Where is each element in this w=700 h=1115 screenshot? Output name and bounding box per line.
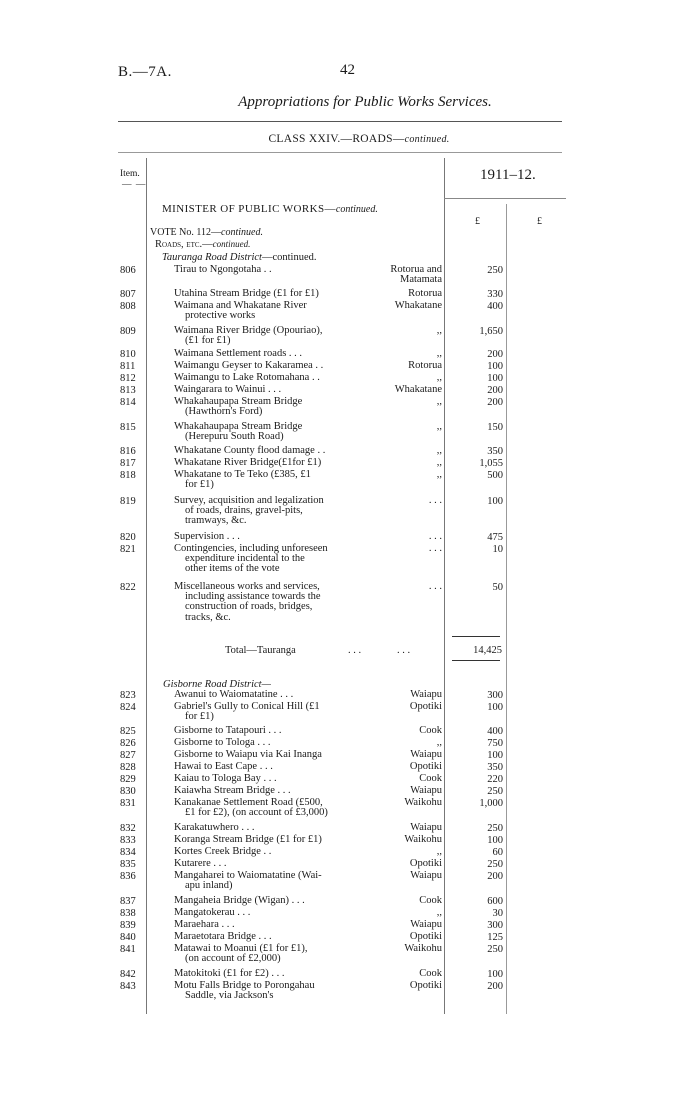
county-line: Opotiki <box>409 858 442 869</box>
item-county <box>437 422 442 432</box>
total-lower-rule <box>452 660 500 661</box>
county-line: Opotiki <box>409 980 442 991</box>
page-number: 42 <box>340 62 355 78</box>
item-number: 828 <box>120 762 136 773</box>
description-line: tracks, &c. <box>185 611 231 623</box>
description-line: Maraehara . . . <box>174 919 235 930</box>
county-line: Waikohu <box>404 834 442 845</box>
description-line: Matawai to Moanui (£1 for £1), <box>174 943 308 954</box>
county-line: Matamata <box>400 274 442 286</box>
item-description <box>174 532 364 542</box>
description-line: Gisborne to Tologa . . . <box>174 737 271 748</box>
item-amount: 250 <box>487 823 503 834</box>
description-line: (Hawthorn's Ford) <box>185 406 263 418</box>
description-line: Koranga Stream Bridge (£1 for £1) <box>174 834 322 845</box>
item-county <box>437 908 442 918</box>
item-county <box>410 932 442 942</box>
tauranga-total-leader-2: . . . <box>397 645 411 656</box>
item-county <box>437 458 442 468</box>
item-number: 829 <box>120 774 136 785</box>
item-amount: 60 <box>492 847 503 858</box>
item-number: 843 <box>120 981 136 992</box>
county-line: ,, <box>436 457 442 468</box>
vote-heading-main: VOTE No. 112— <box>150 227 222 238</box>
description-line: Survey, acquisition and legalization <box>174 495 324 506</box>
item-county <box>410 920 442 930</box>
county-line: Opotiki <box>409 701 442 712</box>
item-number: 834 <box>120 847 136 858</box>
item-description <box>174 690 364 700</box>
description-line: Kaiawha Stream Bridge . . . <box>174 785 291 796</box>
item-amount: 600 <box>487 896 503 907</box>
item-number: 835 <box>120 859 136 870</box>
item-number: 822 <box>120 582 136 593</box>
description-line: Waimana Settlement roads . . . <box>174 348 303 359</box>
item-description <box>174 373 364 383</box>
item-county <box>410 871 442 881</box>
county-line: . . . <box>428 495 442 506</box>
description-line: Kanakanae Settlement Road (£500, <box>174 797 323 808</box>
county-line: ,, <box>436 737 442 748</box>
description-line: apu inland) <box>185 880 233 892</box>
minister-heading-main: MINISTER OF PUBLIC WORKS— <box>162 203 336 215</box>
item-description <box>174 762 364 772</box>
description-line: Contingencies, including unforeseen <box>174 543 328 554</box>
roads-heading-continued: continued. <box>212 239 251 249</box>
item-county <box>437 326 442 336</box>
total-upper-rule <box>452 636 500 637</box>
description-line: Matokitoki (£1 for £2) . . . <box>174 968 285 979</box>
item-column-dash: — — <box>122 180 147 190</box>
item-county <box>395 385 442 395</box>
county-line: Cook <box>419 968 442 979</box>
tauranga-total-amount: 14,425 <box>473 645 502 656</box>
minister-heading <box>162 203 378 215</box>
item-description <box>174 774 364 784</box>
item-county <box>410 750 442 760</box>
item-county <box>410 690 442 700</box>
item-amount: 10 <box>492 544 503 555</box>
description-line: (£1 for £1) <box>185 335 231 347</box>
description-line: Karakatuwhero . . . <box>174 822 255 833</box>
item-county <box>410 762 442 772</box>
item-description <box>174 908 364 918</box>
item-amount: 300 <box>487 690 503 701</box>
item-number: 817 <box>120 458 136 469</box>
item-county <box>410 859 442 869</box>
item-county <box>437 738 442 748</box>
item-county <box>429 532 442 542</box>
item-number: 825 <box>120 726 136 737</box>
description-line: Tirau to Ngongotaha . . <box>174 264 272 275</box>
item-number: 842 <box>120 969 136 980</box>
item-county <box>404 944 442 954</box>
county-line: ,, <box>436 445 442 456</box>
description-line: expenditure incidental to the <box>185 553 305 565</box>
item-number: 826 <box>120 738 136 749</box>
item-amount: 150 <box>487 422 503 433</box>
description-line: Hawai to East Cape . . . <box>174 761 273 772</box>
item-amount: 1,055 <box>479 458 503 469</box>
item-county <box>410 981 442 991</box>
item-amount: 250 <box>487 859 503 870</box>
county-line: ,, <box>436 846 442 857</box>
item-amount: 125 <box>487 932 503 943</box>
county-line: . . . <box>428 531 442 542</box>
description-line: Miscellaneous works and services, <box>174 581 320 592</box>
item-county <box>437 397 442 407</box>
description-line: Whakatane County flood damage . . <box>174 445 326 456</box>
amount-column-rule <box>506 204 507 1014</box>
item-description <box>174 422 364 442</box>
item-amount: 200 <box>487 981 503 992</box>
description-line: (Herepuru South Road) <box>185 431 284 443</box>
description-line: Gisborne to Waiapu via Kai Inanga <box>174 749 322 760</box>
item-description <box>174 786 364 796</box>
item-amount: 100 <box>487 835 503 846</box>
description-line: Mangatokerau . . . <box>174 907 251 918</box>
item-county <box>437 373 442 383</box>
description-line: Kutarere . . . <box>174 858 227 869</box>
item-amount: 100 <box>487 969 503 980</box>
tauranga-total-label: Total—Tauranga <box>225 645 296 656</box>
county-line: Waiapu <box>410 785 442 796</box>
county-line: Rotorua <box>408 288 442 299</box>
county-line: Opotiki <box>409 931 442 942</box>
description-line: construction of roads, bridges, <box>185 601 313 613</box>
county-line: ,, <box>436 372 442 383</box>
item-county <box>410 823 442 833</box>
county-line: Waikohu <box>404 943 442 954</box>
item-number: 840 <box>120 932 136 943</box>
county-line: ,, <box>436 348 442 359</box>
item-amount: 400 <box>487 726 503 737</box>
vote-heading <box>150 227 263 238</box>
item-number: 823 <box>120 690 136 701</box>
county-line: Whakatane <box>394 384 442 395</box>
county-line: Waiapu <box>410 919 442 930</box>
description-line: other items of the vote <box>185 563 280 575</box>
description-line: Utahina Stream Bridge (£1 for £1) <box>174 288 319 299</box>
item-amount: 1,650 <box>479 326 503 337</box>
item-number: 821 <box>120 544 136 555</box>
top-rule <box>118 121 562 122</box>
item-county <box>437 349 442 359</box>
item-number: 815 <box>120 422 136 433</box>
county-line: Cook <box>419 725 442 736</box>
item-county <box>410 702 442 712</box>
item-county <box>395 301 442 311</box>
description-line: protective works <box>185 310 256 322</box>
item-amount: 200 <box>487 397 503 408</box>
item-amount: 250 <box>487 265 503 276</box>
item-amount: 330 <box>487 289 503 300</box>
item-description <box>174 896 364 906</box>
item-amount: 300 <box>487 920 503 931</box>
item-description <box>174 544 364 575</box>
item-county <box>437 847 442 857</box>
item-description <box>174 944 364 964</box>
item-description <box>174 726 364 736</box>
item-description <box>174 871 364 891</box>
class-heading-main: CLASS XXIV.—ROADS— <box>268 133 405 145</box>
item-description <box>174 446 364 456</box>
item-description <box>174 326 364 346</box>
description-line: Waimana and Whakatane River <box>174 300 307 311</box>
item-description <box>174 932 364 942</box>
item-number: 816 <box>120 446 136 457</box>
class-heading-rule <box>118 152 562 153</box>
description-line: Mangaheia Bridge (Wigan) . . . <box>174 895 305 906</box>
item-number: 830 <box>120 786 136 797</box>
county-line: ,, <box>436 469 442 480</box>
description-line: Saddle, via Jackson's <box>185 990 274 1002</box>
gisborne-district-name: Gisborne Road District— <box>163 679 271 690</box>
item-number: 839 <box>120 920 136 931</box>
description-line: Supervision . . . <box>174 531 240 542</box>
county-line: . . . <box>428 581 442 592</box>
item-description <box>174 969 364 979</box>
item-amount: 200 <box>487 385 503 396</box>
item-county <box>408 289 442 299</box>
description-line: Awanui to Waiomatatine . . . <box>174 689 294 700</box>
description-line: Waingarara to Wainui . . . <box>174 384 282 395</box>
item-amount: 100 <box>487 702 503 713</box>
county-line: ,, <box>436 907 442 918</box>
item-amount: 100 <box>487 496 503 507</box>
item-number: 833 <box>120 835 136 846</box>
description-line: Kortes Creek Bridge . . <box>174 846 272 857</box>
minister-heading-continued: continued. <box>335 204 378 215</box>
item-number: 841 <box>120 944 136 955</box>
item-county <box>437 470 442 480</box>
county-line: Cook <box>419 895 442 906</box>
item-description <box>174 397 364 417</box>
county-line: Waiapu <box>410 870 442 881</box>
vote-heading-continued: continued. <box>221 227 263 238</box>
item-county <box>429 496 442 506</box>
description-line: Whakatane River Bridge(£1for £1) <box>174 457 322 468</box>
page-title: Appropriations for Public Works Services. <box>238 94 492 110</box>
item-amount: 250 <box>487 786 503 797</box>
item-county <box>419 896 442 906</box>
item-amount: 220 <box>487 774 503 785</box>
description-line: of roads, drains, gravel-pits, <box>185 505 303 517</box>
item-number: 814 <box>120 397 136 408</box>
item-description <box>174 458 364 468</box>
description-line: for £1) <box>185 711 214 723</box>
item-county <box>408 361 442 371</box>
item-amount: 400 <box>487 301 503 312</box>
item-county <box>404 835 442 845</box>
tauranga-total-leader-1: . . . <box>348 645 362 656</box>
item-county <box>419 969 442 979</box>
item-description <box>174 823 364 833</box>
item-amount: 100 <box>487 750 503 761</box>
county-line: Waiapu <box>410 689 442 700</box>
item-description <box>174 289 364 299</box>
pound-symbol-1: £ <box>475 216 480 227</box>
county-line: Waiapu <box>410 822 442 833</box>
county-line: Waikohu <box>404 797 442 808</box>
description-line: Waimangu to Lake Rotomahana . . <box>174 372 320 383</box>
description-line: Whakahaupapa Stream Bridge <box>174 421 303 432</box>
item-number: 818 <box>120 470 136 481</box>
item-amount: 350 <box>487 762 503 773</box>
item-amount: 250 <box>487 944 503 955</box>
county-line: . . . <box>428 543 442 554</box>
description-line: for £1) <box>185 479 214 491</box>
item-description <box>174 265 364 275</box>
county-line: Cook <box>419 773 442 784</box>
tauranga-district-continued: —continued. <box>261 252 317 263</box>
item-number: 837 <box>120 896 136 907</box>
item-number: 811 <box>120 361 136 372</box>
description-line: tramways, &c. <box>185 515 247 527</box>
item-description <box>174 847 364 857</box>
county-line: Opotiki <box>409 761 442 772</box>
description-line: Whakatane to Te Teko (£385, £1 <box>174 469 311 480</box>
description-line: Gisborne to Tatapouri . . . <box>174 725 282 736</box>
item-number: 824 <box>120 702 136 713</box>
county-line: ,, <box>436 396 442 407</box>
item-amount: 100 <box>487 373 503 384</box>
item-amount: 750 <box>487 738 503 749</box>
item-amount: 200 <box>487 349 503 360</box>
description-line: Gabriel's Gully to Conical Hill (£1 <box>174 701 320 712</box>
item-column-header: Item. <box>120 169 140 179</box>
item-amount: 1,000 <box>479 798 503 809</box>
item-number: 836 <box>120 871 136 882</box>
report-reference: B.—7A. <box>118 64 172 80</box>
item-number: 810 <box>120 349 136 360</box>
description-line: Waimangu Geyser to Kakaramea . . <box>174 360 324 371</box>
item-amount: 50 <box>492 582 503 593</box>
county-line: ,, <box>436 325 442 336</box>
item-amount: 30 <box>492 908 503 919</box>
item-description <box>174 470 364 490</box>
item-description <box>174 361 364 371</box>
item-number: 820 <box>120 532 136 543</box>
item-county <box>429 544 442 554</box>
item-description <box>174 301 364 321</box>
county-line: Waiapu <box>410 749 442 760</box>
item-county <box>437 446 442 456</box>
county-line: ,, <box>436 421 442 432</box>
fiscal-year-header: 1911–12. <box>480 167 536 183</box>
class-heading <box>0 133 700 145</box>
item-amount: 500 <box>487 470 503 481</box>
item-county <box>419 726 442 736</box>
item-number: 813 <box>120 385 136 396</box>
item-number: 806 <box>120 265 136 276</box>
item-description <box>174 738 364 748</box>
item-county <box>429 582 442 592</box>
item-description <box>174 798 364 818</box>
item-county <box>410 786 442 796</box>
roads-heading <box>155 239 250 250</box>
item-description <box>174 582 364 623</box>
item-number: 819 <box>120 496 136 507</box>
item-number: 807 <box>120 289 136 300</box>
tauranga-district-name: Tauranga Road District <box>162 252 262 263</box>
item-description <box>174 835 364 845</box>
county-line: Whakatane <box>394 300 442 311</box>
item-description <box>174 920 364 930</box>
item-description <box>174 349 364 359</box>
item-county <box>419 774 442 784</box>
pound-symbol-2: £ <box>537 216 542 227</box>
description-line: £1 for £2), (on account of £3,000) <box>185 807 328 819</box>
item-description <box>174 385 364 395</box>
description-line: Whakahaupapa Stream Bridge <box>174 396 303 407</box>
item-description <box>174 702 364 722</box>
item-description <box>174 496 364 527</box>
item-column-rule <box>146 158 147 1014</box>
description-line: Maraetotara Bridge . . . <box>174 931 272 942</box>
tauranga-district-heading <box>162 252 317 263</box>
item-amount: 475 <box>487 532 503 543</box>
item-number: 827 <box>120 750 136 761</box>
description-line: Waimana River Bridge (Opouriao), <box>174 325 323 336</box>
item-description <box>174 859 364 869</box>
item-number: 808 <box>120 301 136 312</box>
description-line: (on account of £2,000) <box>185 953 281 965</box>
item-description <box>174 981 364 1001</box>
item-amount: 100 <box>487 361 503 372</box>
item-number: 832 <box>120 823 136 834</box>
description-line: including assistance towards the <box>185 591 321 603</box>
item-amount: 200 <box>487 871 503 882</box>
year-underline <box>444 198 566 199</box>
description-line: Mangaharei to Waiomatatine (Wai- <box>174 870 322 881</box>
county-column-rule <box>444 158 445 1014</box>
item-number: 812 <box>120 373 136 384</box>
county-line: Rotorua and <box>390 264 442 275</box>
item-number: 838 <box>120 908 136 919</box>
description-line: Kaiau to Tologa Bay . . . <box>174 773 277 784</box>
description-line: Motu Falls Bridge to Porongahau <box>174 980 315 991</box>
item-county <box>390 265 442 285</box>
item-description <box>174 750 364 760</box>
item-number: 831 <box>120 798 136 809</box>
roads-heading-main: Roads, etc.— <box>155 239 213 250</box>
item-county <box>404 798 442 808</box>
county-line: Rotorua <box>408 360 442 371</box>
class-heading-continued: continued. <box>404 134 450 145</box>
item-number: 809 <box>120 326 136 337</box>
item-amount: 350 <box>487 446 503 457</box>
